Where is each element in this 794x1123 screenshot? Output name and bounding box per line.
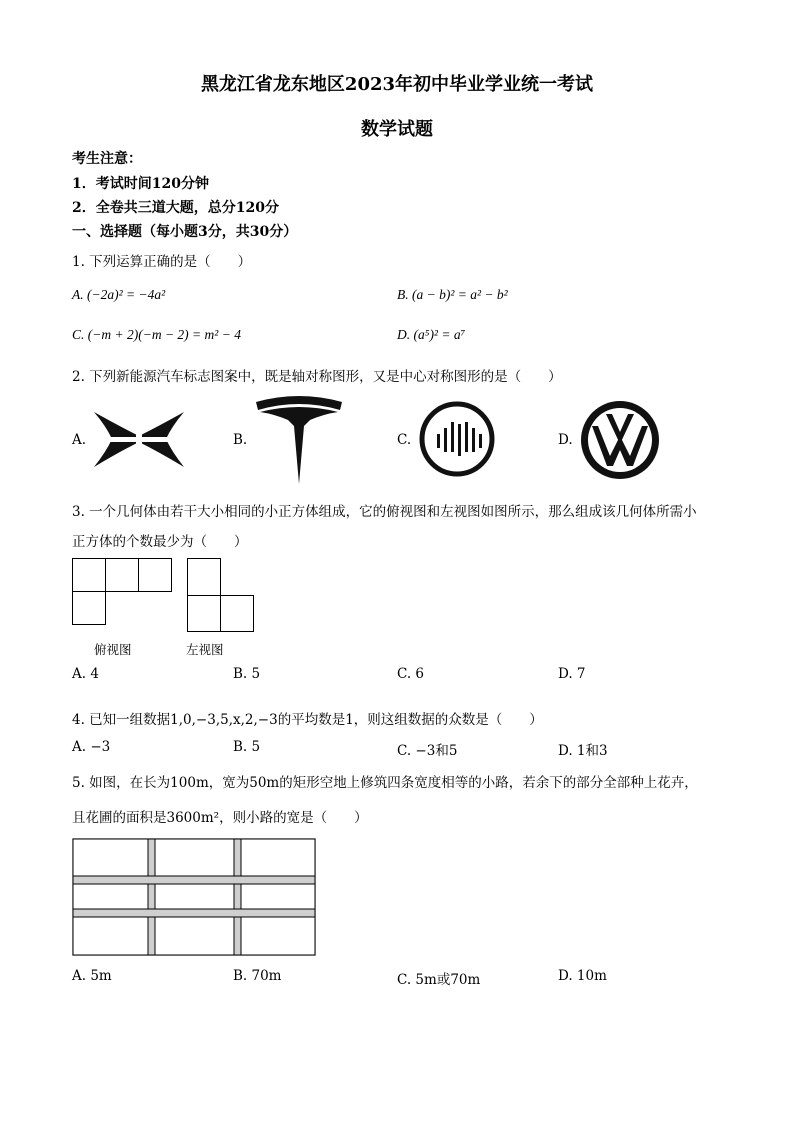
q1-option-d: D. (a⁵)² = a⁷ (397, 327, 466, 342)
q1-option-a: A. (−2a)² = −4a² (72, 287, 166, 302)
q3-option-c: C. 6 (397, 666, 425, 682)
garden-path-figure (72, 838, 318, 958)
q5-option-c: C. 5m或70m (397, 972, 481, 988)
notice-item-1: 1．考试时间120分钟 (72, 176, 209, 192)
q1-stem: 1. 下列运算正确的是（ ） (72, 254, 252, 270)
left-view-figure (187, 558, 257, 633)
q4-option-d: D. 1和3 (558, 743, 608, 759)
q3-stem-line2: 正方体的个数最少为（ ） (72, 534, 248, 550)
tesla-logo-icon (254, 396, 344, 486)
q2-stem: 2. 下列新能源汽车标志图案中，既是轴对称图形，又是中心对称图形的是（ ） (72, 369, 562, 385)
q5-option-d: D. 10m (558, 968, 607, 984)
q2-label-d: D. (558, 432, 573, 448)
q5-stem-line1: 5. 如图，在长为100m，宽为50m的矩形空地上修筑四条宽度相等的小路，若余下的部分全部种上花卉， (72, 775, 698, 791)
q3-option-d: D. 7 (558, 666, 586, 682)
q4-option-c: C. −3和5 (397, 743, 458, 759)
section-heading: 一、选择题（每小题3分，共30分） (72, 224, 298, 240)
exam-subtitle: 数学试题 (361, 119, 433, 140)
q5-option-a: A. 5m (72, 968, 112, 984)
x-logo-icon (94, 412, 184, 467)
q4-option-a: A. −3 (72, 739, 111, 755)
q3-stem-line1: 3. 一个几何体由若干大小相同的小正方体组成，它的俯视图和左视图如图所示，那么组成该几何体所需小 (72, 504, 697, 520)
q1-option-c: C. (−m + 2)(−m − 2) = m² − 4 (72, 327, 241, 342)
notice-heading: 考生注意： (72, 151, 142, 167)
q2-label-b: B. (233, 432, 248, 448)
q4-option-b: B. 5 (233, 739, 261, 755)
q2-label-a: A. (72, 432, 87, 448)
q3-option-b: B. 5 (233, 666, 261, 682)
top-view-figure (72, 558, 176, 628)
sound-bars-logo-icon (418, 400, 496, 478)
notice-item-2: 2．全卷共三道大题，总分120分 (72, 200, 279, 216)
q5-stem-line2: 且花圃的面积是3600m²，则小路的宽是（ ） (72, 810, 368, 826)
q2-label-c: C. (397, 432, 412, 448)
q3-option-a: A. 4 (72, 666, 99, 682)
exam-title: 黑龙江省龙东地区2023年初中毕业学业统一考试 (200, 74, 594, 95)
top-view-caption: 俯视图 (94, 642, 132, 657)
q5-option-b: B. 70m (233, 968, 282, 984)
vw-logo-icon (580, 400, 660, 480)
q1-option-b: B. (a − b)² = a² − b² (397, 287, 508, 302)
left-view-caption: 左视图 (186, 642, 224, 657)
q4-stem: 4. 已知一组数据1,0,−3,5,x,2,−3的平均数是1，则这组数据的众数是（ ） (72, 712, 543, 728)
